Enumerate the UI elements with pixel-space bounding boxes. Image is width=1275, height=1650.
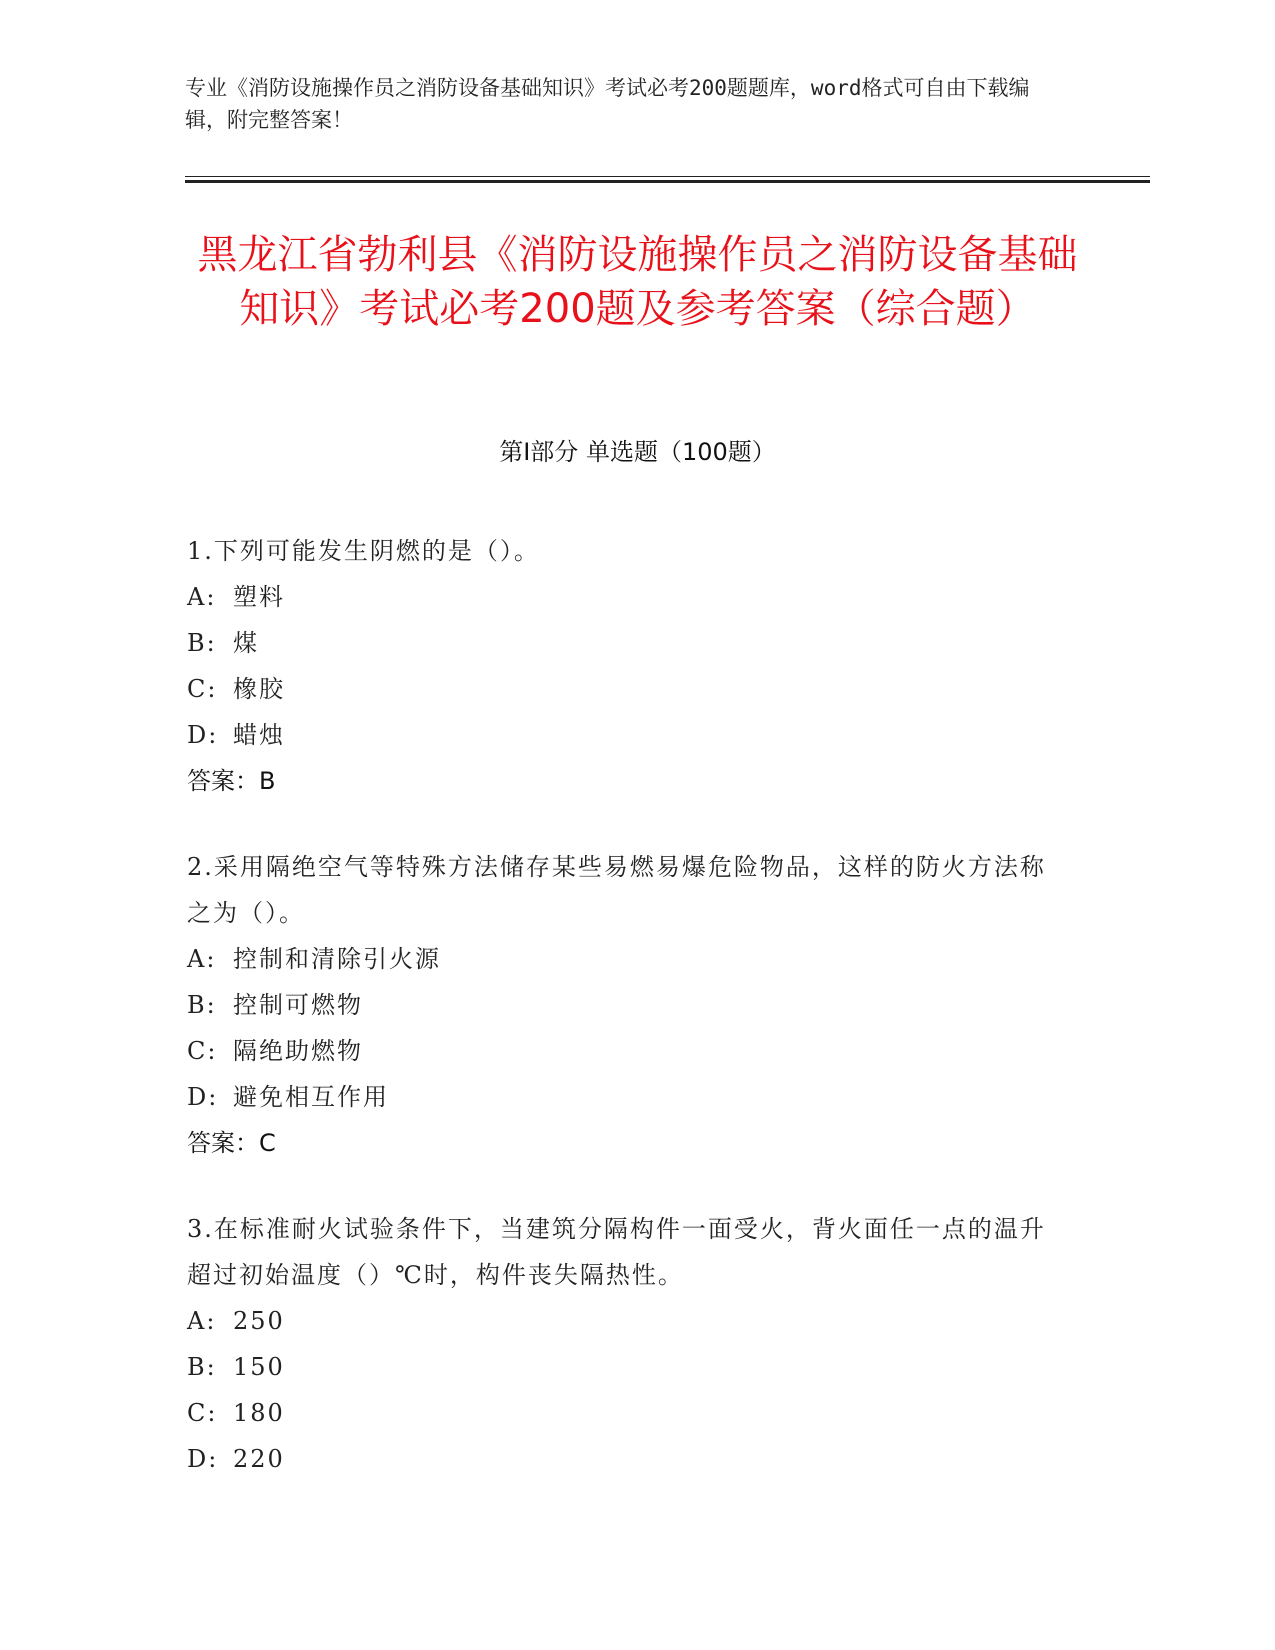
option-d [187, 1074, 1057, 1120]
document-title: 黑龙江省勃利县《消防设施操作员之消防设备基础知识》考试必考200题及参考答案（综合题） [197, 232, 1078, 332]
option-b [187, 1344, 1057, 1390]
section-heading: 第Ⅰ部分 单选题（100题） [499, 438, 776, 466]
option-key: D: [187, 721, 219, 749]
option-key: B: [187, 1353, 217, 1381]
option-text: 控制和清除引火源 [233, 945, 441, 973]
option-key: D: [187, 1445, 219, 1473]
option-key: C: [187, 1399, 218, 1427]
option-a [187, 1298, 1057, 1344]
option-c [187, 1390, 1057, 1436]
option-key: B: [187, 991, 217, 1019]
question-stem: 1.下列可能发生阴燃的是（）。 [187, 537, 540, 565]
option-text: 220 [233, 1445, 285, 1473]
answer: 答案：B [187, 767, 276, 795]
header-note: 专业《消防设施操作员之消防设备基础知识》考试必考200题题库，word格式可自由下载编辑，附完整答案！ [185, 76, 1030, 132]
option-text: 避免相互作用 [233, 1083, 389, 1111]
option-a [187, 936, 1057, 982]
option-d [187, 712, 1057, 758]
option-c [187, 666, 1057, 712]
option-a [187, 574, 1057, 620]
option-b [187, 620, 1057, 666]
option-text: 塑料 [233, 583, 285, 611]
option-text: 橡胶 [233, 675, 285, 703]
question-1 [187, 528, 1057, 804]
header-divider-thick [185, 180, 1150, 183]
option-text: 控制可燃物 [233, 991, 363, 1019]
option-key: A: [187, 583, 217, 611]
question-list [187, 528, 1057, 1522]
question-stem: 2.采用隔绝空气等特殊方法储存某些易燃易爆危险物品，这样的防火方法称之为（）。 [187, 853, 1046, 927]
option-key: B: [187, 629, 217, 657]
header-divider-thin [185, 176, 1150, 177]
option-key: A: [187, 1307, 217, 1335]
option-text: 蜡烛 [233, 721, 285, 749]
option-d [187, 1436, 1057, 1482]
option-b [187, 982, 1057, 1028]
option-c [187, 1028, 1057, 1074]
option-text: 250 [233, 1307, 285, 1335]
option-text: 180 [233, 1399, 285, 1427]
option-text: 150 [233, 1353, 285, 1381]
option-key: C: [187, 675, 218, 703]
option-text: 煤 [233, 629, 259, 657]
answer: 答案：C [187, 1129, 276, 1157]
question-2 [187, 844, 1057, 1166]
option-key: D: [187, 1083, 219, 1111]
question-3 [187, 1206, 1057, 1482]
option-key: A: [187, 945, 217, 973]
question-stem: 3.在标准耐火试验条件下，当建筑分隔构件一面受火，背火面任一点的温升超过初始温度（）℃时，构件丧失隔热性。 [187, 1215, 1046, 1289]
option-key: C: [187, 1037, 218, 1065]
option-text: 隔绝助燃物 [233, 1037, 363, 1065]
